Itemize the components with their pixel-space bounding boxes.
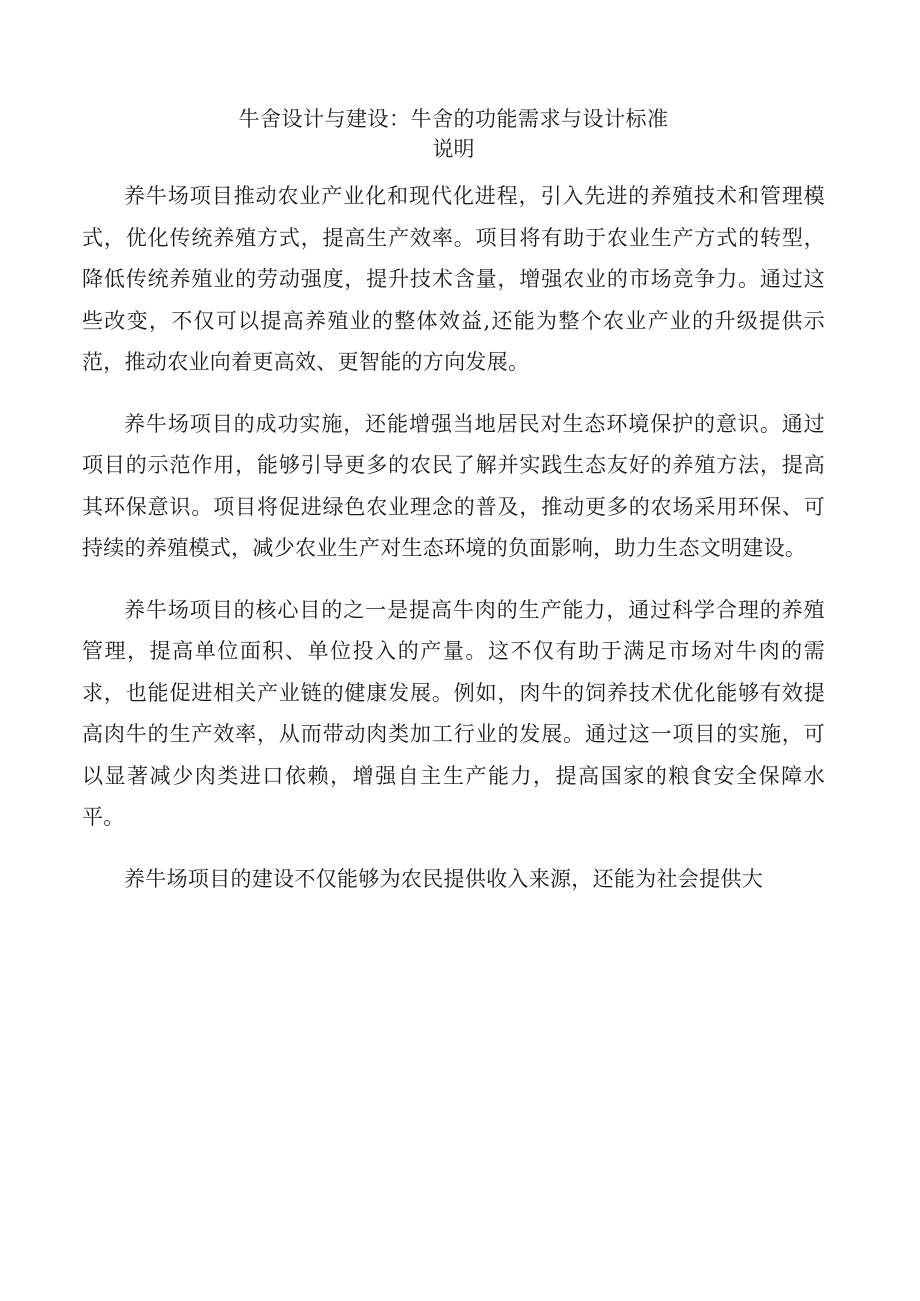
document-title: 牛舍设计与建设：牛舍的功能需求与设计标准 [238, 107, 669, 131]
document-subtitle: 说明 [432, 137, 475, 161]
paragraph-1: 养牛场项目推动农业产业化和现代化进程，引入先进的养殖技术和管理模式，优化传统养殖方式，提高生产效率。项目将有助于农业生产方式的转型，降低传统养殖业的劳动强度，提升技术含量，增强农业的市场竞争力。通过这些改变，不仅可以提高养殖业的整体效益,还能为整个农业产业的升级提供示范，推动农业向着更高效、更智能的方向发展。 [82, 184, 825, 374]
paragraph-2: 养牛场项目的成功实施，还能增强当地居民对生态环境保护的意识。通过项目的示范作用，能够引导更多的农民了解并实践生态友好的养殖方法，提高其环保意识。项目将促进绿色农业理念的普及，推动更多的农场采用环保、可持续的养殖模式，减少农业生产对生态环境的负面影响，助力生态文明建设。 [82, 411, 825, 560]
paragraph-3: 养牛场项目的核心目的之一是提高牛肉的生产能力，通过科学合理的养殖管理，提高单位面积、单位投入的产量。这不仅有助于满足市场对牛肉的需求，也能促进相关产业链的健康发展。例如，肉牛的饲养技术优化能够有效提高肉牛的生产效率，从而带动肉类加工行业的发展。通过这一项目的实施，可以显著减少肉类进口依赖，增强自主生产能力，提高国家的粮食安全保障水平。 [82, 597, 825, 829]
paragraph-4: 养牛场项目的建设不仅能够为农民提供收入来源，还能为社会提供大 [124, 866, 763, 891]
